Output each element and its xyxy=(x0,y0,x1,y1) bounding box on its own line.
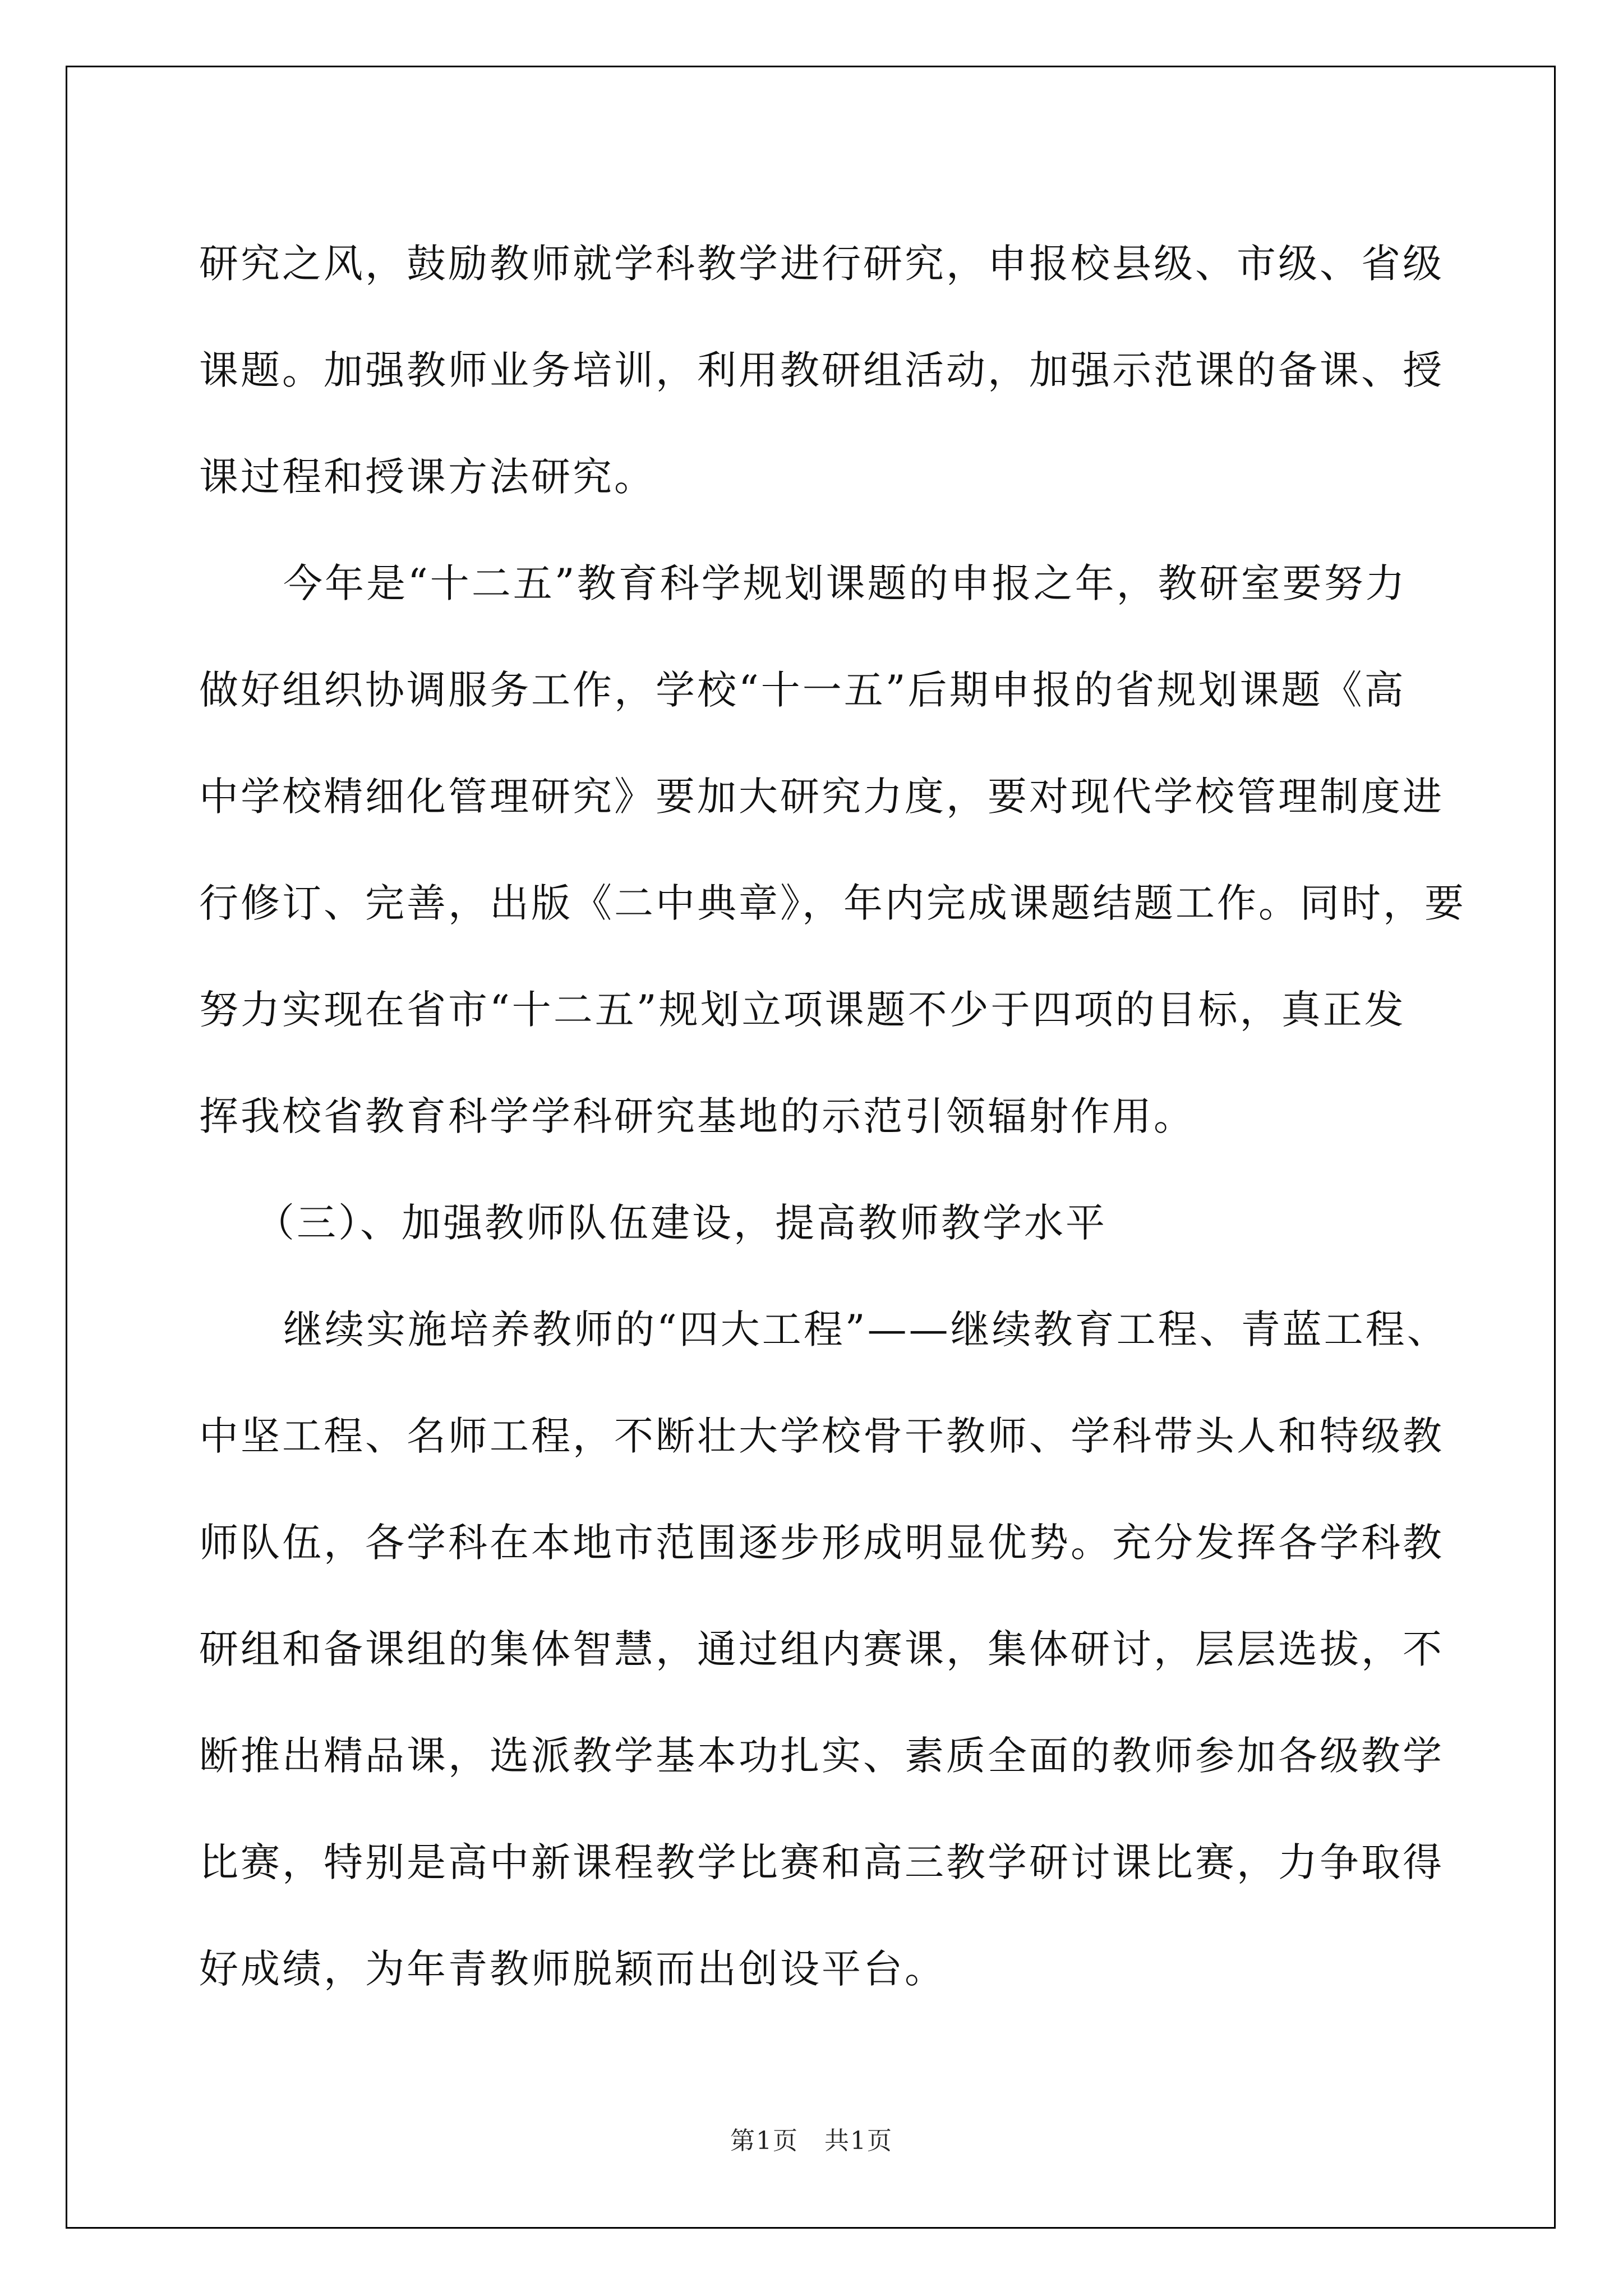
text-line: 今年是“十二五”教育科学规划课题的申报之年，教研室要努力 xyxy=(283,560,1407,606)
text-line: 行修订、完善，出版《二中典章》，年内完成课题结题工作。同时，要 xyxy=(199,880,1466,926)
paragraph-2 xyxy=(199,530,1466,1170)
section-heading xyxy=(199,1170,1444,1276)
text-line: 做好组织协调服务工作，学校“十一五”后期申报的省规划课题《高 xyxy=(199,667,1406,713)
text-line: 研组和备课组的集体智慧，通过组内赛课，集体研讨，层层选拔，不 xyxy=(199,1626,1444,1672)
text-line: 中学校精细化管理研究》要加大研究力度，要对现代学校管理制度进 xyxy=(199,774,1444,820)
document-body xyxy=(199,210,1466,2022)
text-line: （三）、加强教师队伍建设，提高教师教学水平 xyxy=(255,1200,1107,1246)
paragraph-1 xyxy=(199,210,1444,530)
text-line: 继续实施培养教师的“四大工程”——继续教育工程、青蓝工程、 xyxy=(283,1306,1449,1352)
text-line: 中坚工程、名师工程，不断壮大学校骨干教师、学科带头人和特级教 xyxy=(199,1413,1444,1459)
text-line: 断推出精品课，选派教学基本功扎实、素质全面的教师参加各级教学 xyxy=(199,1733,1444,1779)
paragraph-4 xyxy=(199,1276,1449,2022)
text-line: 研究之风，鼓励教师就学科教学进行研究，申报校县级、市级、省级 xyxy=(199,241,1444,287)
text-line: 课题。加强教师业务培训，利用教研组活动，加强示范课的备课、授 xyxy=(199,347,1444,393)
page-number: 第1页 共1页 xyxy=(730,2127,893,2155)
text-line: 师队伍，各学科在本地市范围逐步形成明显优势。充分发挥各学科教 xyxy=(199,1520,1444,1566)
text-line: 比赛，特别是高中新课程教学比赛和高三教学研讨课比赛，力争取得 xyxy=(199,1839,1444,1885)
text-line: 努力实现在省市“十二五”规划立项课题不少于四项的目标，真正发 xyxy=(199,987,1406,1033)
text-line: 课过程和授课方法研究。 xyxy=(199,454,656,500)
text-line: 好成绩，为年青教师脱颖而出创设平台。 xyxy=(199,1946,946,1992)
text-line: 挥我校省教育科学学科研究基地的示范引领辐射作用。 xyxy=(199,1093,1195,1139)
